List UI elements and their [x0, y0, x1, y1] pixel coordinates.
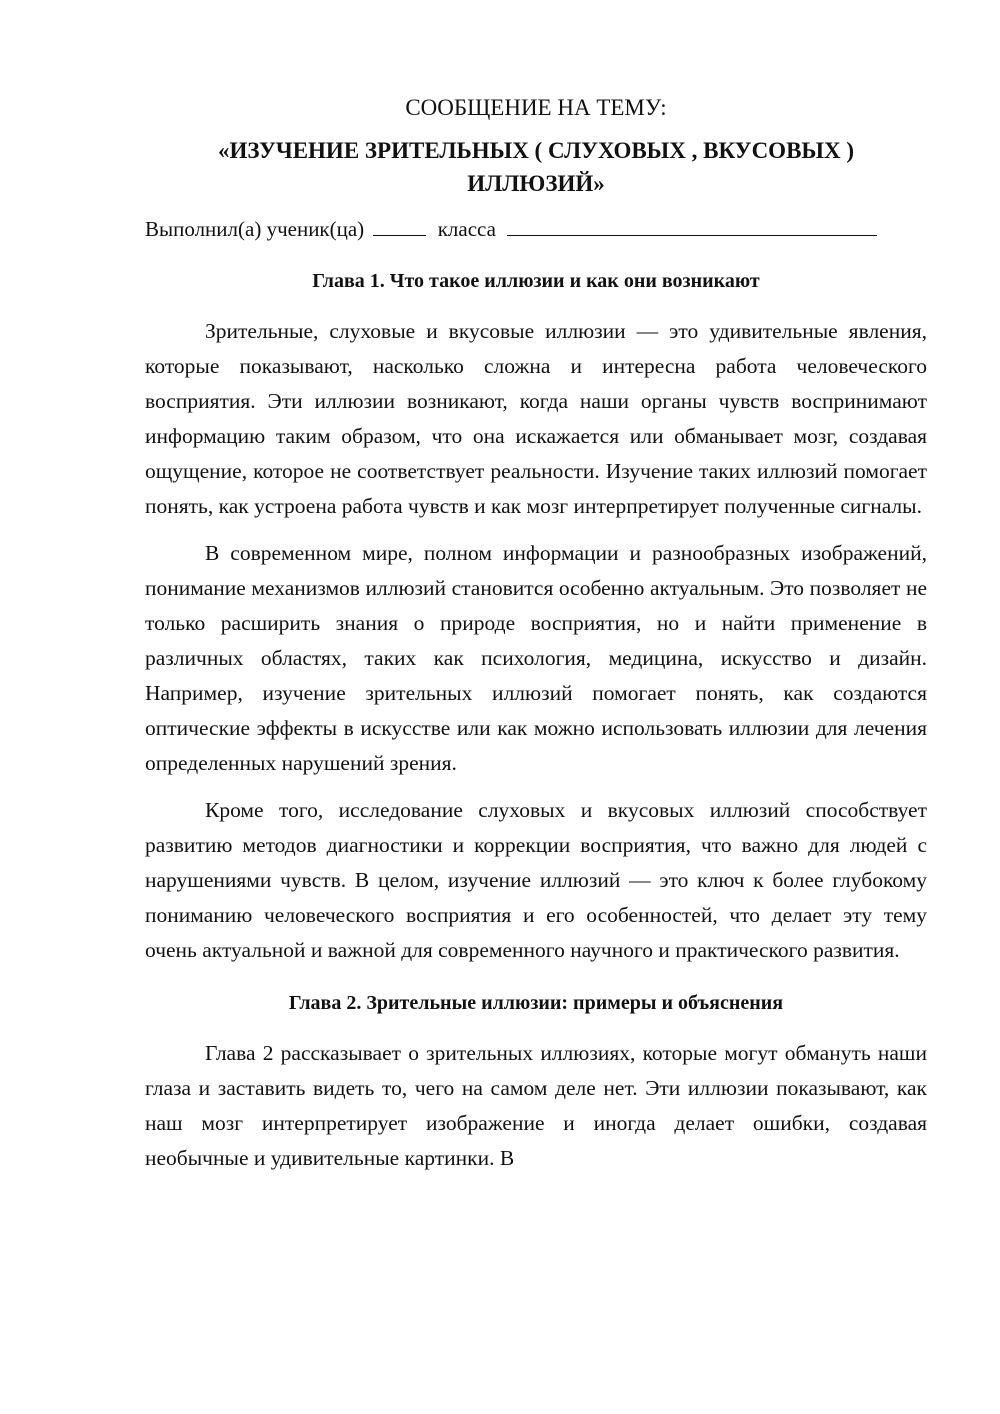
chapter-1-paragraph: Кроме того, исследование слуховых и вкусовых иллюзий способствует развитию методов диагностики и коррекции восприятия, что важно для людей с нарушениями чувств. В целом, изучение иллюзий — это ключ к более глубокому пониманию человеческого восприятия и его особенностей, что делает эту тему очень актуальной и важной для современного научного и практического развития.: [145, 798, 927, 962]
chapter-2-paragraph: Глава 2 рассказывает о зрительных иллюзиях, которые могут обмануть наши глаза и заставить видеть то, чего на самом деле нет. Эти иллюзии показывают, как наш мозг интерпретирует изображение и иногда делает ошибки, создавая необычные и удивительные картинки. В: [145, 1041, 927, 1170]
chapter-1-heading: Глава 1. Что такое иллюзии и как они возникают: [312, 270, 760, 292]
chapter-1-paragraph: В современном мире, полном информации и разнообразных изображений, понимание механизмов иллюзий становится особенно актуальным. Это позволяет не только расширить знания о природе восприятия, но и найти применение в различных областях, таких как психология, медицина, искусство и дизайн. Например, изучение зрительных иллюзий помогает понять, как создаются оптические эффекты в искусстве или как можно использовать иллюзии для лечения определенных нарушений зрения.: [145, 541, 927, 775]
subtitle-line-1: «ИЗУЧЕНИЕ ЗРИТЕЛЬНЫХ ( СЛУХОВЫХ , ВКУСОВЫХ ): [217, 138, 855, 163]
document-subtitle: [145, 134, 927, 200]
subtitle-line-2: ИЛЛЮЗИЙ»: [467, 171, 605, 196]
author-prefix: Выполнил(а) ученик(ца): [145, 217, 365, 241]
document-page: [145, 90, 927, 1188]
chapter-1-paragraph: Зрительные, слуховые и вкусовые иллюзии — это удивительные явления, которые показывают, насколько сложна и интересна работа человеческого восприятия. Эти иллюзии возникают, когда наши органы чувств воспринимают информацию таким образом, что она искажается или обманывает мозг, создавая ощущение, которое не соответствует реальности. Изучение таких иллюзий помогает понять, как устроена работа чувств и как мозг интерпретирует полученные сигналы.: [145, 319, 927, 518]
student-name-blank: [507, 215, 877, 236]
document-title: СООБЩЕНИЕ НА ТЕМУ:: [405, 95, 667, 120]
class-number-blank: [373, 215, 426, 236]
chapter-2-heading: Глава 2. Зрительные иллюзии: примеры и объяснения: [288, 992, 784, 1014]
author-line: [145, 214, 927, 244]
author-class-word: класса: [437, 217, 496, 241]
